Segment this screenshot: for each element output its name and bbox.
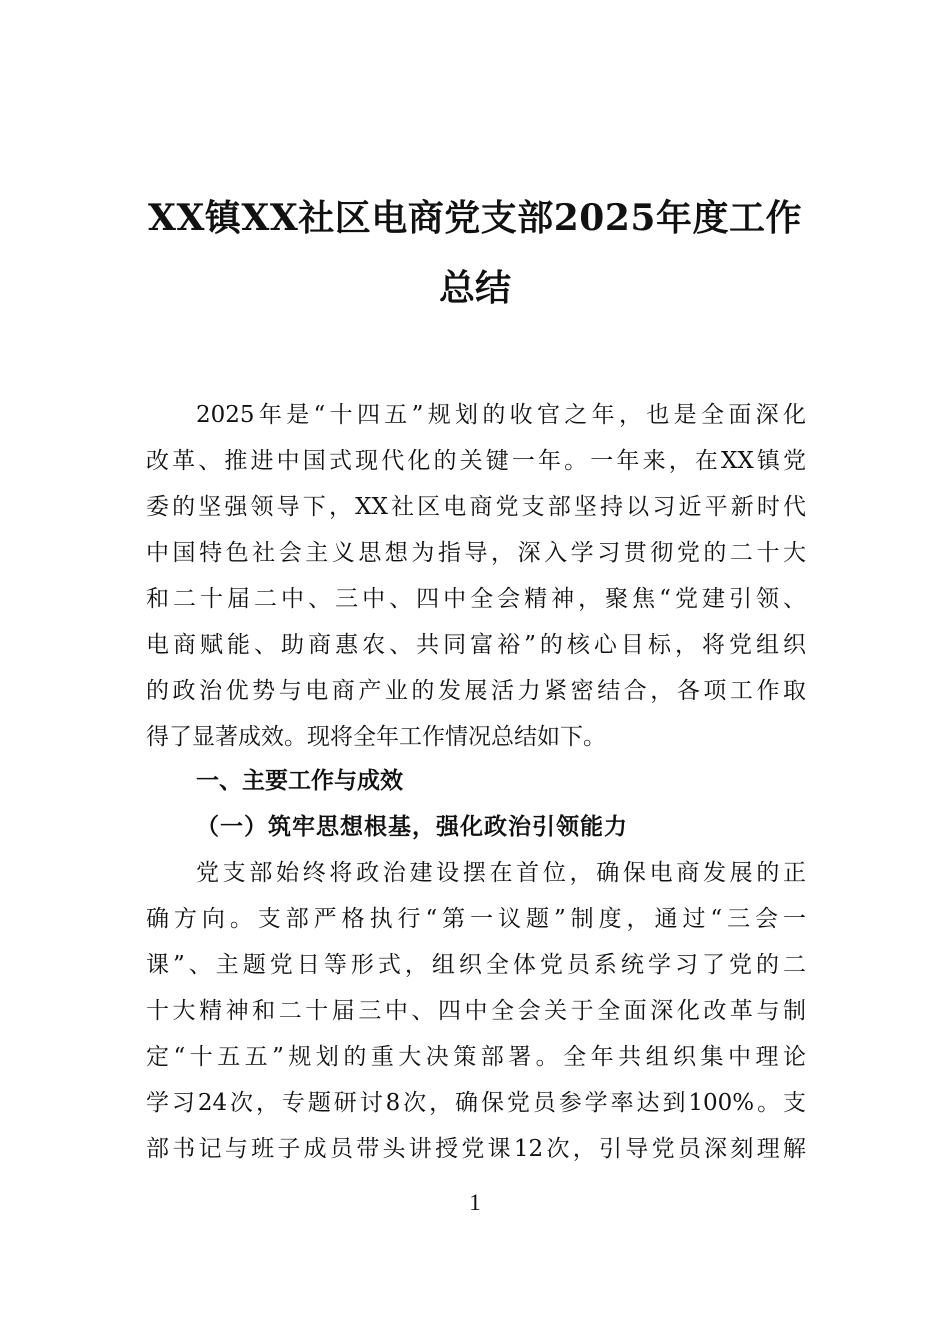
document-title-line-1: XX镇XX社区电商党支部2025年度工作	[148, 197, 802, 239]
body-line: 党支部始终将政治建设摆在首位，确保电商发展的正	[196, 860, 806, 886]
body-line: 十大精神和二十届三中、四中全会关于全面深化改革与制	[146, 998, 806, 1024]
intro-line: 中国特色社会主义思想为指导，深入学习贯彻党的二十大	[146, 540, 806, 566]
intro-line: 2025年是“十四五”规划的收官之年，也是全面深化	[196, 402, 806, 428]
intro-line: 和二十届二中、三中、四中全会精神，聚焦“党建引领、	[146, 586, 806, 612]
intro-line: 委的坚强领导下，XX社区电商党支部坚持以习近平新时代	[146, 494, 806, 520]
intro-line: 的政治优势与电商产业的发展活力紧密结合，各项工作取	[146, 678, 806, 704]
intro-line: 电商赋能、助商惠农、共同富裕”的核心目标，将党组织	[146, 632, 806, 658]
body-line: 部书记与班子成员带头讲授党课12次，引导党员深刻理解	[146, 1136, 806, 1162]
body-line: 课”、主题党日等形式，组织全体党员系统学习了党的二	[146, 952, 806, 978]
body-line: 确方向。支部严格执行“第一议题”制度，通过“三会一	[146, 906, 806, 932]
intro-line: 得了显著成效。现将全年工作情况总结如下。	[146, 724, 606, 750]
intro-line: 改革、推进中国式现代化的关键一年。一年来，在XX镇党	[146, 448, 806, 474]
section-heading-1: 一、主要工作与成效	[196, 768, 403, 794]
body-line: 定“十五五”规划的重大决策部署。全年共组织集中理论	[146, 1044, 806, 1070]
document-title-line-2: 总结	[438, 267, 511, 309]
body-line: 学习24次，专题研讨8次，确保党员参学率达到100%。支	[146, 1090, 806, 1116]
page-number: 1	[469, 1190, 481, 1215]
subsection-heading: （一）筑牢思想根基，强化政治引领能力	[196, 813, 628, 840]
